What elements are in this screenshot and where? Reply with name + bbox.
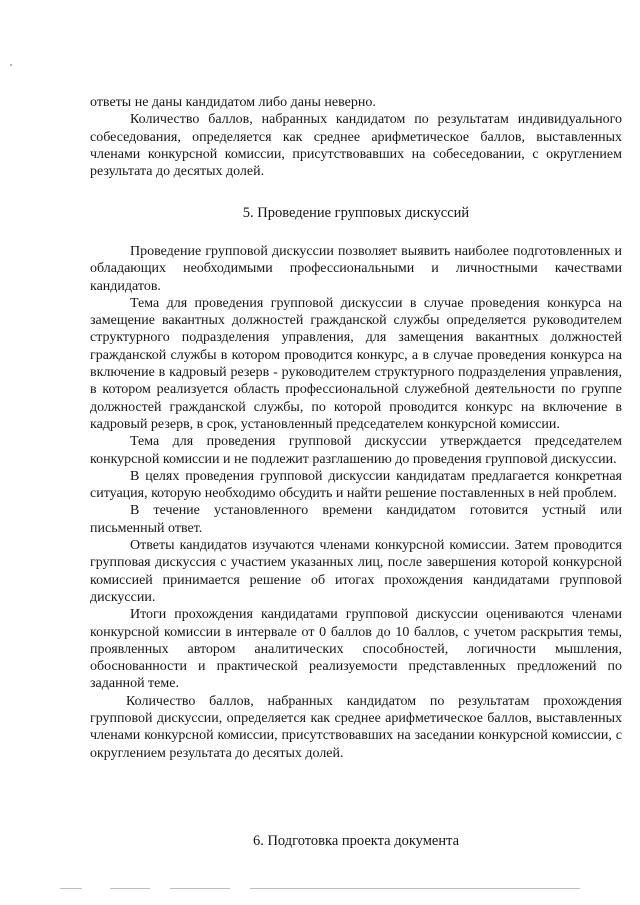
section-6-heading: 6. Подготовка проекта документа [252, 833, 460, 849]
section-5-paragraph: Тема для проведения групповой дискуссии в случае проведения конкурса на замещение вакантных должностей гражданской службы определяется руководителем структурного подразделения управления, для замещения вакантных должностей гражданской службы в котором проводится конкурс, а в случае проведения конкурса на включение в кадровый резерв - руководителем структурного подразделения управления, в котором реализуется область профессиональной служебной деятельности по группе должностей гражданской службы, по которой проводится конкурс на включение в кадровый резерв, в срок, установленный председателем конкурсной комиссии. [90, 295, 622, 432]
section-5-paragraph: Итоги прохождения кандидатами групповой дискуссии оцениваются членами конкурсной комиссии в интервале от 0 баллов до 10 баллов, с учетом раскрытия темы, проявленных автором аналитических способностей, логичности мышления, обоснованности и практической реализуемости представленных предложений по заданной теме. [90, 607, 622, 692]
scan-dash [250, 888, 580, 889]
scan-speck [10, 64, 12, 66]
scan-dash [110, 888, 150, 889]
scan-dash [170, 888, 230, 889]
scan-edge-artifact [60, 888, 580, 889]
individual-interview-score-paragraph: Количество баллов, набранных кандидатом по результатам индивидуального собеседования, определяется как среднее арифметическое баллов, выставленных членами конкурсной комиссии, присутствовавших на собеседовании, с округлением результата до десятых долей. [90, 112, 622, 180]
scan-dash [60, 888, 82, 889]
section-5-paragraph: Тема для проведения групповой дискуссии утверждается председателем конкурсной комиссии и не подлежит разглашению до проведения групповой дискуссии. [90, 434, 622, 467]
top-text-block [90, 94, 622, 180]
section-5-paragraph: В течение установленного времени кандидатом готовится устный или письменный ответ. [90, 503, 622, 536]
continuation-paragraph: ответы не даны кандидатом либо даны неверно. [90, 95, 376, 110]
section-5-paragraph: Проведение групповой дискуссии позволяет выявить наиболее подготовленных и обладающих необходимыми профессиональными и личностными качествами кандидатов. [90, 244, 622, 294]
section-5-paragraph: В целях проведения групповой дискуссии кандидатам предлагается конкретная ситуация, которую необходимо обсудить и найти решение поставленных в ней проблем. [90, 468, 622, 502]
section-5-body [90, 243, 622, 762]
section-5-paragraph: Количество баллов, набранных кандидатом по результатам прохождения групповой дискуссии, определяется как среднее арифметическое баллов, выставленных членами конкурсной комиссии, присутствовавших на заседании конкурсной комиссии, с округлением результата до десятых долей. [90, 693, 622, 761]
section-5-heading: 5. Проведение групповых дискуссий [242, 205, 470, 221]
section-5-paragraph: Ответы кандидатов изучаются членами конкурсной комиссии. Затем проводится групповая дискуссия с участием указанных лиц, после завершения которой конкурсной комиссией принимается решение об итогах прохождения кандидатами групповой дискуссии. [90, 538, 622, 605]
